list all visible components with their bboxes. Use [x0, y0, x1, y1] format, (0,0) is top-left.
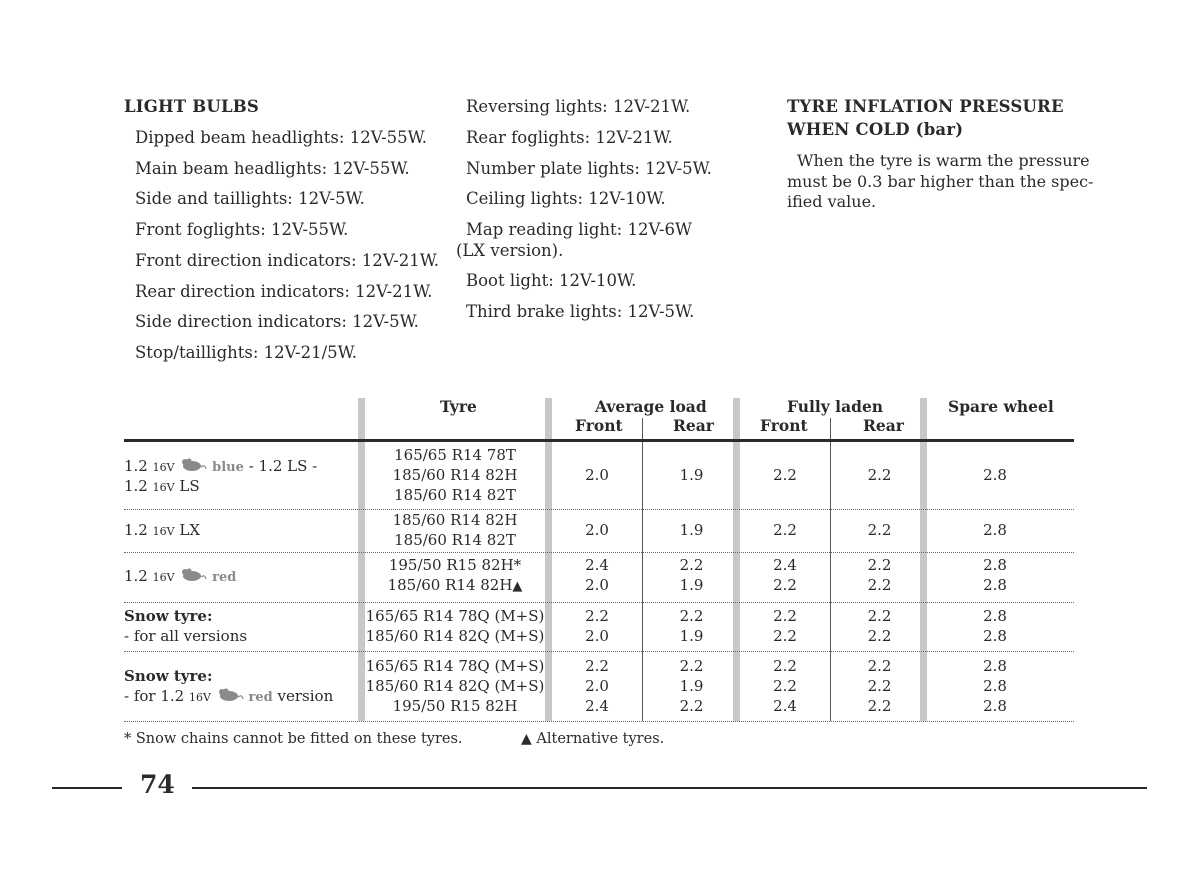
- avg-rear-value: 1.9: [679, 576, 704, 594]
- full-front-value: 2.2: [773, 627, 797, 645]
- tyre-pressure-text-3: ified value.: [787, 192, 877, 211]
- full-rear-value: 2.2: [867, 627, 892, 645]
- bulb-item: Dipped beam headlights: 12V-55W.: [135, 128, 427, 147]
- full-rear-value: 2.2: [867, 521, 892, 539]
- tyre-size: 185/60 R14 82Q (M+S): [365, 627, 545, 645]
- header-fully-laden: Fully laden: [787, 397, 884, 416]
- full-front-value: 2.2: [773, 607, 797, 625]
- bulb-item: Ceiling lights: 12V-10W.: [466, 189, 666, 208]
- row-label: 1.2 16V LS: [124, 477, 200, 495]
- bulb-item: Front direction indicators: 12V-21W.: [135, 251, 440, 270]
- row-divider: [124, 602, 1074, 603]
- row-label: - for 1.2 16V red version: [124, 687, 334, 705]
- avg-rear-value: 1.9: [679, 627, 704, 645]
- bulb-item: Front foglights: 12V-55W.: [135, 220, 349, 239]
- avg-front-value: 2.0: [585, 576, 609, 594]
- spare-value: 2.8: [983, 521, 1007, 539]
- spare-value: 2.8: [983, 556, 1007, 574]
- tyre-pressure-title-2: WHEN COLD (bar): [787, 120, 964, 139]
- avg-front-value: 2.4: [585, 556, 609, 574]
- spare-value: 2.8: [983, 697, 1007, 715]
- tyre-size-with-triangle: 185/60 R14 82H▲: [387, 576, 523, 594]
- full-rear-value: 2.2: [867, 697, 892, 715]
- avg-rear-value: 2.2: [679, 607, 704, 625]
- triangle-icon: ▲: [512, 579, 523, 594]
- header-rule: [124, 439, 1074, 442]
- footnote-snow-chains: * Snow chains cannot be fitted on these tyres.: [124, 731, 463, 747]
- spare-value: 2.8: [983, 627, 1007, 645]
- avg-rear-value: 2.2: [679, 556, 704, 574]
- mouse-icon: [179, 568, 207, 582]
- tyre-pressure-text-2: must be 0.3 bar higher than the spec-: [787, 172, 1094, 191]
- tyre-size: 185/60 R14 82H: [392, 466, 518, 484]
- header-tyre: Tyre: [440, 397, 477, 416]
- full-rear-value: 2.2: [867, 657, 892, 675]
- row-label-bold: Snow tyre:: [124, 607, 213, 625]
- row-label: - for all versions: [124, 627, 248, 645]
- bulb-item: Reversing lights: 12V-21W.: [466, 97, 691, 116]
- avg-front-value: 2.0: [585, 521, 609, 539]
- bulb-item: Map reading light: 12V-6W: [466, 220, 692, 239]
- full-front-value: 2.2: [773, 521, 797, 539]
- tyre-size: 195/50 R15 82H*: [388, 556, 522, 574]
- column-divider-bar: [358, 398, 365, 721]
- full-front-value: 2.2: [773, 466, 797, 484]
- full-rear-value: 2.2: [867, 556, 892, 574]
- page-number: 74: [140, 770, 175, 799]
- header-full-rear: Rear: [863, 416, 904, 435]
- bulb-item: Rear foglights: 12V-21W.: [466, 128, 673, 147]
- avg-rear-value: 1.9: [679, 466, 704, 484]
- tyre-size: 185/60 R14 82T: [394, 486, 516, 504]
- row-label: 1.2 16V blue - 1.2 LS -: [124, 457, 318, 475]
- avg-front-value: 2.0: [585, 466, 609, 484]
- avg-front-value: 2.2: [585, 657, 609, 675]
- footer-rule-left: [52, 787, 122, 789]
- avg-front-value: 2.0: [585, 677, 609, 695]
- row-divider: [124, 552, 1074, 553]
- header-average-load: Average load: [595, 397, 707, 416]
- avg-front-value: 2.2: [585, 607, 609, 625]
- avg-rear-value: 2.2: [679, 697, 704, 715]
- full-front-value: 2.2: [773, 576, 797, 594]
- mouse-icon: [216, 688, 244, 702]
- avg-front-value: 2.0: [585, 627, 609, 645]
- bulb-item: Side and taillights: 12V-5W.: [135, 189, 365, 208]
- full-rear-value: 2.2: [867, 607, 892, 625]
- tyre-size: 185/60 R14 82H: [392, 511, 518, 529]
- row-label-bold: Snow tyre:: [124, 667, 213, 685]
- avg-rear-value: 1.9: [679, 521, 704, 539]
- row-label: 1.2 16V red: [124, 567, 237, 585]
- full-front-value: 2.4: [773, 697, 797, 715]
- full-rear-value: 2.2: [867, 466, 892, 484]
- full-front-value: 2.2: [773, 657, 797, 675]
- full-rear-value: 2.2: [867, 677, 892, 695]
- row-label: 1.2 16V LX: [124, 521, 201, 539]
- full-front-value: 2.2: [773, 677, 797, 695]
- triangle-icon: ▲: [521, 731, 532, 747]
- tyre-pressure-text-1: When the tyre is warm the pressure: [797, 151, 1090, 170]
- row-divider: [124, 721, 1074, 722]
- light-bulbs-title: LIGHT BULBS: [124, 97, 260, 116]
- mouse-icon: [179, 458, 207, 472]
- spare-value: 2.8: [983, 576, 1007, 594]
- spare-value: 2.8: [983, 466, 1007, 484]
- header-full-front: Front: [760, 416, 808, 435]
- tyre-size: 165/65 R14 78T: [394, 446, 516, 464]
- full-front-value: 2.4: [773, 556, 797, 574]
- header-avg-front: Front: [575, 416, 623, 435]
- footer-rule-right: [192, 787, 1147, 789]
- bulb-item: Boot light: 12V-10W.: [466, 271, 637, 290]
- row-divider: [124, 651, 1074, 652]
- header-spare-wheel: Spare wheel: [948, 397, 1054, 416]
- tyre-size: 185/60 R14 82Q (M+S): [365, 677, 545, 695]
- column-divider-bar: [545, 398, 552, 721]
- tyre-size: 195/50 R15 82H: [392, 697, 518, 715]
- bulb-item: Main beam headlights: 12V-55W.: [135, 159, 410, 178]
- footnote-alternative: ▲ Alternative tyres.: [521, 731, 665, 747]
- tyre-size: 165/65 R14 78Q (M+S): [365, 657, 545, 675]
- tyre-pressure-title-1: TYRE INFLATION PRESSURE: [787, 97, 1064, 116]
- bulb-item: Side direction indicators: 12V-5W.: [135, 312, 419, 331]
- full-rear-value: 2.2: [867, 576, 892, 594]
- avg-rear-value: 1.9: [679, 677, 704, 695]
- tyre-size: 165/65 R14 78Q (M+S): [365, 607, 545, 625]
- bulb-item: Number plate lights: 12V-5W.: [466, 159, 712, 178]
- avg-front-value: 2.4: [585, 697, 609, 715]
- bulb-item: (LX version).: [456, 241, 564, 260]
- avg-rear-value: 2.2: [679, 657, 704, 675]
- bulb-item: Third brake lights: 12V-5W.: [466, 302, 695, 321]
- header-avg-rear: Rear: [673, 416, 714, 435]
- row-divider: [124, 509, 1074, 510]
- spare-value: 2.8: [983, 677, 1007, 695]
- tyre-size: 185/60 R14 82T: [394, 531, 516, 549]
- spare-value: 2.8: [983, 657, 1007, 675]
- bulb-item: Stop/taillights: 12V-21/5W.: [135, 343, 358, 362]
- spare-value: 2.8: [983, 607, 1007, 625]
- bulb-item: Rear direction indicators: 12V-21W.: [135, 282, 433, 301]
